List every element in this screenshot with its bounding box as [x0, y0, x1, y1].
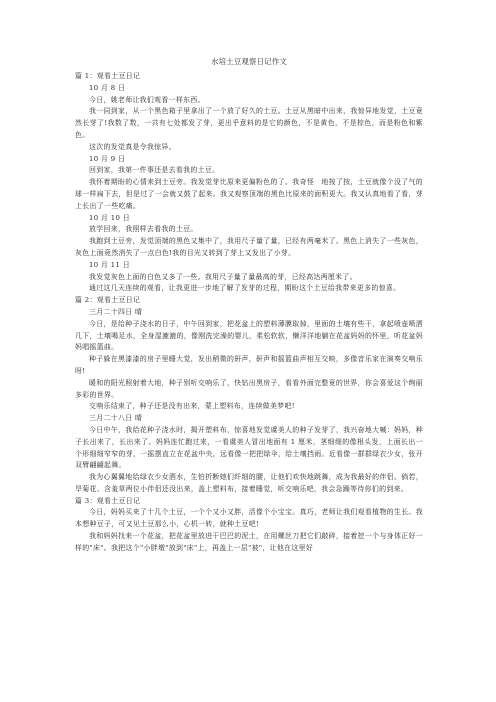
- section-heading: 篇 2：观看土豆日记: [75, 296, 141, 305]
- paragraph: 通过这几天连续的观看，让我更进一步地了解了发芽的过程，期盼这个土豆给我带来更多的惊喜。: [89, 284, 401, 293]
- document-title: 水培土豆观察日记作文: [211, 57, 287, 66]
- paragraph: 我一同到家，从一个黑色箱子里拿出了一个放了好久的土豆。土豆从黑暗中出来，我惊异地发觉，土豆竟然长芽了!我数了数，一共有七处都发了芽，更出乎意料的是它的颜色，不是黄色，不是棕色，而是粉色和紫色。: [75, 107, 423, 139]
- paragraph: 我跑到土豆旁，发觉顶端的黑色又集中了，我用尺子量了量，已经有两毫米了。黑色上消失了一些灰色，灰色上面竟然消失了一点白色!我的目光又转到了芽上又发出了小芽。: [75, 237, 423, 257]
- paragraph: 我怀着期盼的心情来到土豆旁。我发觉芽比原来更偏粉色的了。我奇怪 地按了按，土豆就像个没了气的球一样扁下去，但是过了一会就又鼓了起来。我又观察顶端的黑色比原来的面积更大。我又认真地看了看，芽上长出了一些吃痛。: [75, 178, 423, 210]
- diary-date: 10 月 9 日: [89, 154, 126, 163]
- document-body: [75, 71, 423, 555]
- paragraph: 我发觉灰色上面的白色又多了一些。我用尺子量了量最高的芽，已经高达两厘米了。: [89, 272, 357, 281]
- document-page: [75, 56, 423, 555]
- paragraph: 我和妈妈找来一个花盆，把花盆里放进干巴巴的泥土，在用螺丝刀把它们敲碎，接着挖一个与身体正好一样的"床"。我把这个"小胖墩"放到"床"上，再盖上一层"被"，让他在这里好: [75, 532, 423, 552]
- paragraph: 今日，妈妈买来了十几个土豆，一个个又小又胖，活像个小宝宝。真巧，老师让我们观看植物的生长。我本想种豆子，可又见土豆那么小，心机一转，就种土豆吧!: [75, 508, 423, 529]
- diary-date: 10 月 10 日: [89, 213, 131, 222]
- section-heading: 篇 3：观看土豆日记: [75, 496, 141, 505]
- paragraph: 暖和的阳光照射着大地，种子别听交响乐了，快钻出黑房子，看看外面完整竟的世界，你会喜爱这个绚丽多彩的世界。: [75, 378, 423, 399]
- paragraph: 我为心翼翼地给绿衣少女洒水，生怕折断她们纤细的腰，让他们欢快地跳舞，成为我最好的伴侣。倘若，旱菊花、含羞草两位小伴侣还没出来，盖上塑料布，接着睡觉，听交响乐吧，我会急躁等待你们的到来。: [75, 473, 423, 493]
- paragraph: 今日，是给种子浇水的日子，中午回到家，把花盆上的塑料薄膜取掉，里面的土壤有些干，拿起喷壶喷洒几下，土壤喝足水，全身湿漉漉的，像刚洗完澡的婴儿，柔松软软，懒洋洋地躺在花盆妈妈的怀里，听花盆妈妈唱摇篮曲。: [75, 319, 423, 352]
- paragraph: 今日，姚老师让我们观看一样东西。: [89, 95, 205, 104]
- paragraph: 今日中午，我给花种子浇水时，揭开塑料布，惊喜地发觉虞美人的种子发芽了，我兴奋地大喊：妈妈，种子长出来了，长出来了。妈妈连忙跑过来，一看虞美人冒出地面有 1 厘米，茎细细的像根头发，上面长出一个形细细窄窄的芽，一摇摆直立在花盆中央，远看像一把把绿伞，给土壤挡雨。近看像一群群绿衣少女，张开双臂翩翩起舞。: [75, 425, 423, 470]
- diary-date: 三月二十四日 晴: [89, 307, 143, 316]
- paragraph: 回到家，我第一件事还是去看我的土豆。: [89, 166, 220, 175]
- diary-date: 三月二十八日 晴: [89, 414, 143, 423]
- paragraph: 种子躲在黑漆漆的房子里睡大觉，发出稍微的鼾声，鼾声和摇篮曲声相互交映，多像音乐家在演奏交响乐呀!: [75, 355, 423, 375]
- section-heading: 篇 1：观看土豆日记: [75, 72, 141, 80]
- paragraph: 交响乐结束了，种子还是没有出来，蒙上塑料布，连续做美梦吧!: [89, 402, 295, 411]
- paragraph: 放学回来，我照样去看我的土豆。: [89, 225, 198, 234]
- diary-date: 10 月 8 日: [89, 83, 126, 92]
- paragraph: 这次的发觉真是令我惊异。: [89, 142, 176, 151]
- diary-date: 10 月 11 日: [89, 260, 131, 269]
